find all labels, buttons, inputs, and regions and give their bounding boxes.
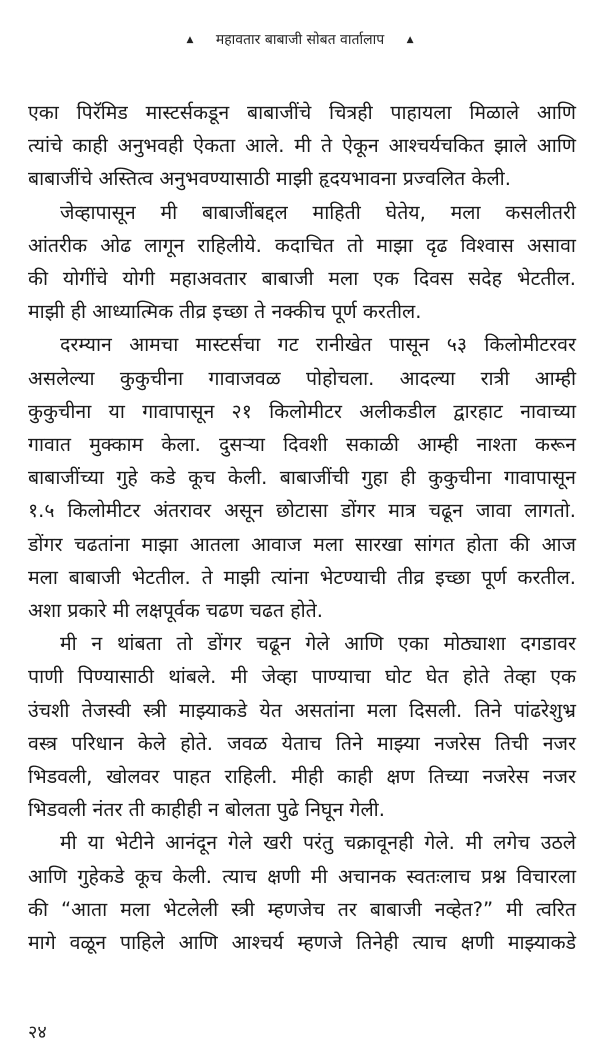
text-line: एका पिरॅमिड मास्टर्सकडून बाबाजींचे चित्रही पाहायला मिळाले आणि: [28, 101, 576, 124]
paragraph-4: [28, 627, 576, 826]
text-line: भिडवली, खोलवर पाहत राहिली. मीही काही क्षण तिच्या नजरेस नजर: [28, 765, 576, 789]
text-line: भिडवली नंतर ती काहीही न बोलता पुढे निघून गेली.: [28, 798, 385, 822]
text-line: की योगींचे योगी महाअवतार बाबाजी मला एक दिवस सदेह भेटतील.: [28, 267, 576, 291]
text-line: बाबाजींच्या गुहे कडे कूच केली. बाबाजींची गुहा ही कुकुचीना गावापासून: [28, 466, 576, 490]
text-line: बाबाजींचे अस्तित्व अनुभवण्यासाठी माझी हृदयभावना प्रज्वलित केली.: [28, 167, 511, 191]
paragraph-2: [28, 196, 576, 329]
header-title: महावतार बाबाजी सोबत वार्तालाप: [215, 32, 385, 48]
text-line: पाणी पिण्यासाठी थांबले. मी जेव्हा पाण्याचा घोट घेत होते तेव्हा एक: [28, 665, 576, 689]
body-text: [28, 96, 576, 959]
text-line: डोंगर चढतांना माझा आतला आवाज मला सारखा सांगत होता की आज: [28, 532, 576, 556]
page-number: २४: [28, 1022, 47, 1043]
text-line: गावात मुक्काम केला. दुसऱ्या दिवशी सकाळी आम्ही नाश्ता करून: [28, 433, 576, 457]
text-line: की “आता मला भेटलेली स्त्री म्हणजेच तर बाबाजी नव्हेत?” मी त्वरित: [28, 897, 576, 921]
text-line: मी या भेटीने आनंदून गेले खरी परंतु चक्रावूनही गेले. मी लगेच उठले: [60, 831, 576, 855]
text-line: माझी ही आध्यात्मिक तीव्र इच्छा ते नक्कीच पूर्ण करतील.: [28, 300, 422, 324]
text-line: दरम्यान आमचा मास्टर्सचा गट रानीखेत पासून ५३ किलोमीटरवर: [60, 333, 576, 357]
text-line: मला बाबाजी भेटतील. ते माझी त्यांना भेटण्याची तीव्र इच्छा पूर्ण करतील.: [28, 565, 576, 589]
right-triangle-icon: ▲: [406, 35, 414, 45]
text-line: उंचशी तेजस्वी स्त्री माझ्याकडे येत असतांना मला दिसली. तिने पांढरेशुभ्र: [28, 698, 576, 722]
text-line: आंतरीक ओढ लागून राहिलीये. कदाचित तो माझा दृढ विश्वास असावा: [28, 233, 576, 257]
left-triangle-icon: ▲: [186, 35, 194, 45]
text-line: अशा प्रकारे मी लक्षपूर्वक चढण चढत होते.: [28, 599, 323, 623]
paragraph-1: [28, 96, 576, 196]
text-line: त्यांचे काही अनुभवही ऐकता आले. मी ते ऐकून आश्चर्यचकित झाले आणि: [28, 134, 576, 158]
text-line: कुकुचीना या गावापासून २१ किलोमीटर अलीकडील द्वारहाट नावाच्या: [28, 399, 576, 423]
paragraph-5: [28, 826, 576, 959]
text-line: असलेल्या कुकुचीना गावाजवळ पोहोचला. आदल्या रात्री आम्ही: [28, 366, 576, 390]
text-line: मागे वळून पाहिले आणि आश्चर्य म्हणजे तिनेही त्याच क्षणी माझ्याकडे: [28, 931, 576, 955]
paragraph-3: [28, 328, 576, 627]
text-line: मी न थांबता तो डोंगर चढून गेले आणि एका मोठ्याशा दगडावर: [60, 632, 576, 656]
running-header: [0, 30, 600, 49]
text-line: वस्त्र परिधान केले होते. जवळ येताच तिने माझ्या नजरेस तिची नजर: [28, 731, 576, 755]
text-line: आणि गुहेकडे कूच केली. त्याच क्षणी मी अचानक स्वतःलाच प्रश्न विचारला: [28, 864, 576, 888]
text-line: जेव्हापासून मी बाबाजींबद्दल माहिती घेतेय, मला कसलीतरी: [60, 200, 576, 224]
text-line: १.५ किलोमीटर अंतरावर असून छोटासा डोंगर मात्र चढून जावा लागतो.: [28, 499, 576, 523]
